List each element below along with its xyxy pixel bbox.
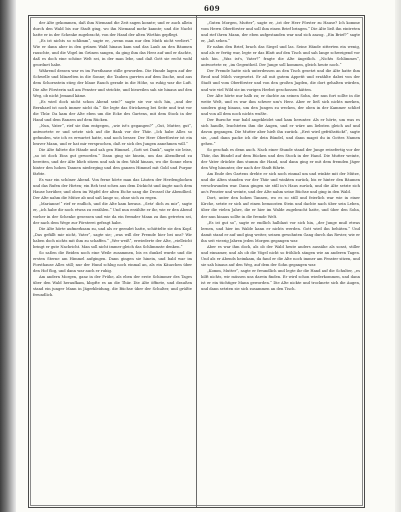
paragraph: „Es ist gut so“, sagte er endlich halblaut vor sich hin, „der Junge muß etwas lernen, und hier im Walde kann er nichts werden. Gott wird ihn behüten.“ Und damit stand er auf und ging weiter, seinen gewohnten Gang durch das Revier, wie er ihn seit vierzig Jahren jeden Morgen gegangen war. (201, 220, 360, 243)
paragraph: Die Alte hörte aufmerksam zu, und als er geendet hatte, schüttelte sie den Kopf. „Das gefällt mir nicht, Vater“, sagte sie; „was will der Fremde hier bei uns? Wir haben doch nichts mit ihm zu schaffen.“ „Wer weiß“, erwiederte der Alte, „vielleicht bringt er gute Nachricht. Man soll nicht immer gleich das Schlimmste denken.“ (33, 226, 192, 249)
paragraph: Der Alte hörte nur halb zu; er dachte an seinen Sohn, der nun fort sollte in die weite Welt, und es war ihm schwer um's Herz. Aber er ließ sich nichts merken, sondern ging hinaus, um den Jungen zu wecken, der oben in der Kammer schlief und von all dem noch nichts wußte. (201, 93, 360, 116)
paragraph: Am Ende des Gartens drehte er sich noch einmal um und winkte mit der Mütze, und die Alten standen vor der Thür und winkten zurück, bis er hinter den Bäumen verschwunden war. Dann gingen sie still in's Haus zurück, und die Alte setzte sich an's Fenster und weinte, und der Alte nahm seine Büchse und ging in den Wald. (201, 172, 360, 195)
paragraph: So saßen die Beiden noch eine Weile zusammen, bis es dunkel wurde und die ersten Sterne am Himmel aufgingen. Dann gingen sie hinein, und bald war im Forsthause Alles still; nur der Hund schlug noch einmal an, als ein Käuzchen über den Hof flog, und dann war auch er ruhig. (33, 250, 192, 273)
paragraph: Es war ein schöner Abend. Von ferne hörte man das Läuten der Herdenglocken und das Rufen der Hirten; ein Reh trat scheu aus dem Dickicht und äugte nach dem Hause herüber, und oben im Wipfel der alten Eiche sang die Drossel ihr Abendlied. Der Alte nahm die Mütze ab und saß lange so, ohne sich zu regen. (33, 178, 192, 201)
paragraph: Er nahm den Brief, brach das Siegel und las. Seine Hände zitterten ein wenig, und als er fertig war, legte er das Blatt auf den Tisch und sah lange schweigend vor sich hin. „Was ist's, Vater?“ fragte die Alte ängstlich. „Nichts Schlimmes“, antwortete er, „im Gegentheil. Der Junge soll kommen, gleich heute noch.“ (201, 45, 360, 68)
paragraph: Der Fremde hatte sich unterdessen an den Tisch gesetzt und die Alte hatte ihm Brod und Milch vorgesetzt. Er aß mit gutem Appetit und erzählte dabei von der Stadt und vom Oberförster und von den großen Jagden, die dort gehalten würden, und wie viel Wild sie im vorigen Herbst geschossen hätten. (201, 69, 360, 92)
paragraph: „Komm, Mutter“, sagte er freundlich und legte ihr die Hand auf die Schulter, „es hilft nichts, wir müssen uns darein finden. Er wird schon wiederkommen, und dann ist er ein tüchtiger Mann geworden.“ Die Alte nickte und trocknete sich die Augen, und dann setzten sie sich zusammen an den Tisch. (201, 268, 360, 292)
paragraph: „Marianne!“ rief er endlich, und die Alte kam heraus. „Setz' dich zu mir“, sagte er, „ich habe dir noch etwas zu erzählen.“ Und nun erzählte er ihr, wie er den Abend vorher in der Schenke gesessen und wie da ein fremder Mann zu ihm getreten sei, der nach dem Wege zur Försterei gefragt habe. (33, 202, 192, 225)
paragraph: Der Bursche war bald angekleidet und kam herunter. Als er hörte, um was es sich handle, leuchteten ihm die Augen, und er wäre am liebsten gleich auf und davon gegangen. Die Mutter aber hielt ihn zurück. „Erst wird gefrühstückt“, sagte sie, „und dann packe ich dir dein Bündel, und dann magst du in Gottes Namen gehen.“ (201, 117, 360, 146)
paragraph: Dort, unter den hohen Tannen, wo es so still und feierlich war wie in einer Kirche, setzte er sich auf einen bemoosten Stein und dachte nach über sein Leben, über die vielen Jahre, die er hier im Walde zugebracht hatte, und über den Sohn, der nun hinaus sollte in die fremde Welt. (201, 196, 360, 219)
paragraph: Aber es war ihm doch, als ob der Wald heute anders aussähe als sonst, stiller und einsamer, und als ob die Vögel nicht so fröhlich sängen wie an anderen Tagen. Und als er Abends heimkam, da fand er die Alte noch immer am Fenster sitzen, und sie sah hinaus auf den Weg, auf dem der Sohn gegangen war. (201, 244, 360, 267)
left-column (33, 20, 192, 504)
paragraph: „Es wird doch nicht schon Abend sein?“ sagte sie vor sich hin, „und der Bernhard ist noch immer nicht da.“ Sie legte das Strickzeug bei Seite und trat vor die Thür. Da kam der Alte eben um die Ecke des Gartens, mit dem Stock in der Hand und dem Ranzen auf dem Rücken. (33, 99, 192, 122)
paragraph: Während dessen war es im Forsthause stille geworden. Die Hunde lagen auf der Schwelle und blinzelten in die Sonne; die Tauben gurrten auf dem Dache, und aus dem Schornstein stieg der blaue Rauch gerade in die Höhe, so ruhig war die Luft. Die alte Försterin saß am Fenster und strickte, und bisweilen sah sie hinaus auf den Weg, ob nicht Jemand käme. (33, 69, 192, 98)
paragraph: „Guten Morgen, Mutter“, sagte er, „ist der Herr Förster zu Hause? Ich komme vom Herrn Oberförster und soll ihm einen Brief bringen.“ Die Alte ließ ihn eintreten und rief ihren Mann, der eben aufgestanden war und sich anzog. „Ein Brief?“ sagte er, „laß sehen.“ (201, 21, 360, 44)
page-number: 609 (204, 4, 221, 13)
paragraph: So geschah es denn auch. Nach einer Stunde stand der Junge reisefertig vor der Thür, das Bündel auf dem Rücken und den Stock in der Hand. Die Mutter weinte, der Vater drückte ihm stumm die Hand, und dann ging er mit dem fremden Jäger den Weg hinunter, der nach der Stadt führte. (201, 147, 360, 171)
paragraph: „Nun, Vater“, rief sie ihm entgegen, „wie ist's gegangen?“ „Gut, Mutter, gut“, antwortete er und setzte sich auf die Bank vor der Thür. „Ich habe Alles so gefunden, wie ich es erwartet hatte, und noch besser. Der Herr Oberförster ist ein braver Mann, und er hat mir versprochen, daß er sich des Jungen annehmen will.“ (33, 123, 192, 146)
column-divider (196, 16, 197, 507)
page-edge (395, 0, 401, 512)
paragraph: Am andern Morgen, ganz in der Frühe, als eben der erste Schimmer des Tages über den Wald heraufkam, klopfte es an die Thür. Die Alte öffnete, und draußen stand ein junger Mann in Jägerkleidung, die Büchse über der Schulter, und grüßte freundlich. (33, 274, 192, 298)
paragraph: der Alte gekommen, daß ihm Niemand die Zeit sagen konnte; und er auch allein durch den Wald bis zur Stadt ging, wo ihn Niemand mehr kannte; und die Nacht hatte er in der Schenke zugebracht, von der Hand der alten Wirthin gepflegt. (33, 21, 192, 38)
right-column (201, 20, 360, 504)
paragraph: „Es ist nichts so schlimm“, sagte er, „wenn man nur den Muth nicht verliert.“ Wie er dann aber in den grünen Wald hinaus kam und das Laub an den Bäumen rauschte, und die Vögel im Grünen sangen, da ging ihm das Herz auf und er dachte, daß es doch eine schöne Welt sei, in der man lebe, und daß Gott sie recht wohl geordnet habe. (33, 39, 192, 68)
paragraph: Die Alte faltete die Hände und sah gen Himmel. „Gott sei Dank“, sagte sie leise, „so ist doch Eins gut geworden.“ Dann ging sie hinein, um das Abendbrod zu bereiten, und der Alte blieb sitzen und sah in den Wald hinaus, wo die Sonne eben hinter den hohen Tannen niederging und den ganzen Himmel mit Gold und Purpur färbte. (33, 147, 192, 177)
